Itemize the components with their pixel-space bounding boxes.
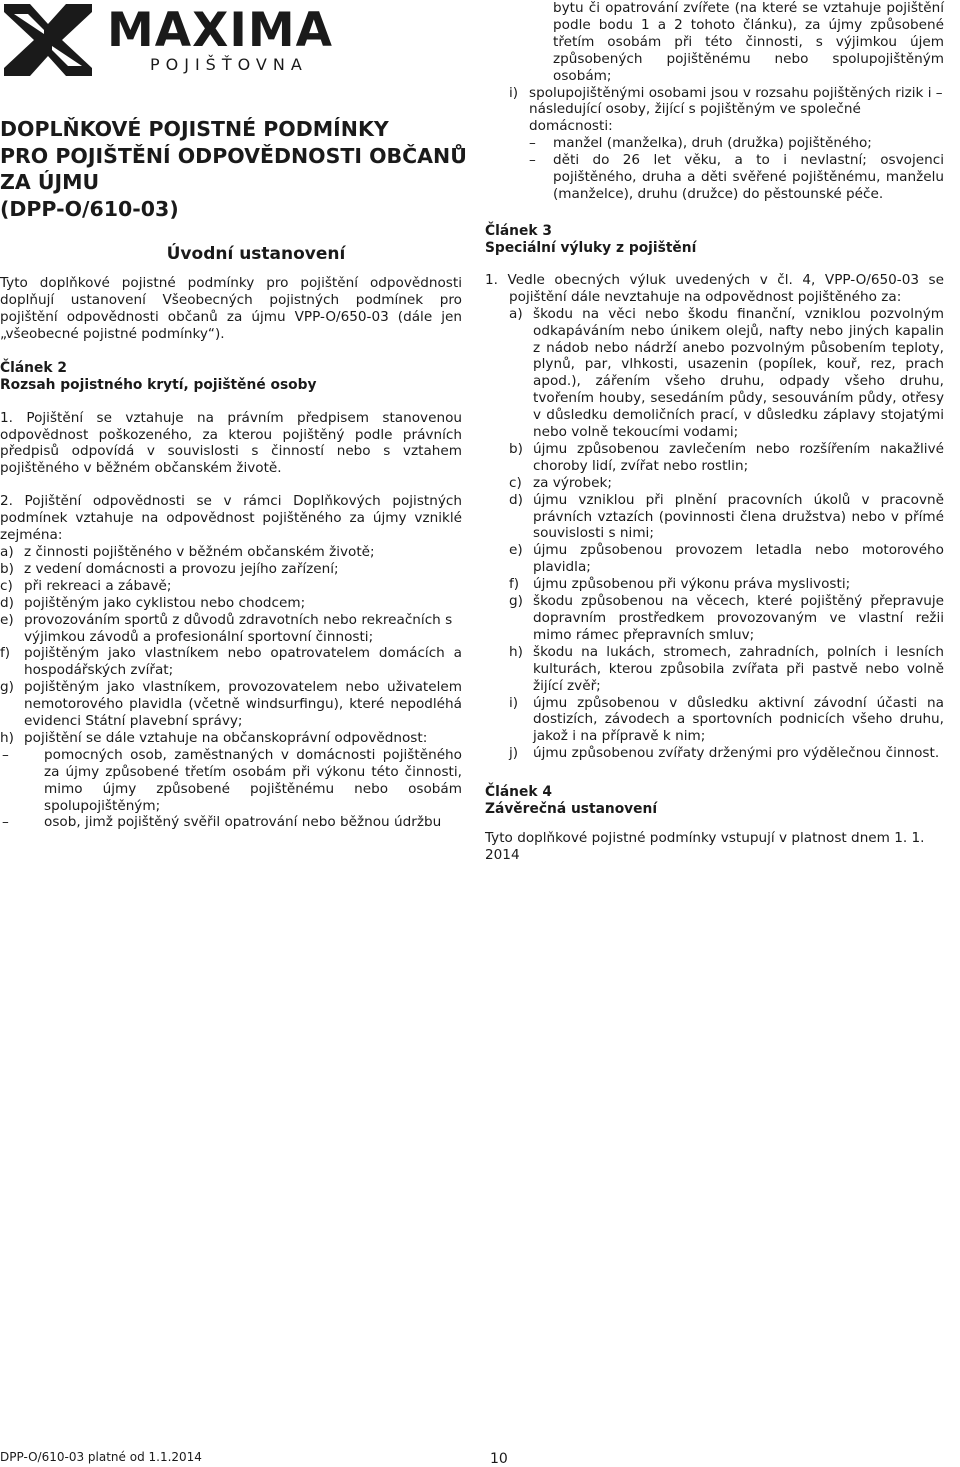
title-line: PRO POJIŠTĚNÍ ODPOVĚDNOSTI OBČANŮ [0,143,467,168]
list-item-label: b) [509,440,523,457]
list-item-text: pojištěným jako vlastníkem, provozovatelem nebo uživatelem nemotorového plavidla (včetně windsurfingu), které nepodléhá evidenci Státní plavební správy; [24,679,462,730]
list-item [0,561,462,578]
page-number: 10 [490,1451,508,1467]
list-item [485,644,944,695]
list-item [485,85,944,136]
article-4-number: Článek 4 [485,784,552,801]
article-2-paragraph-2: 2. Pojištění odpovědnosti se v rámci Doplňkových pojistných podmínek vztahuje na odpovědnost pojištěného za újmy vzniklé zejména: [0,493,462,544]
list-item [0,595,462,612]
list-item-label: d) [509,491,523,508]
article-3-number: Článek 3 [485,222,552,239]
left-column [0,275,462,831]
list-item [485,745,944,762]
list-item-text: pojištění se dále vztahuje na občanskoprávní odpovědnost: [24,729,428,746]
intro-paragraph: Tyto doplňkové pojistné podmínky pro pojištění odpovědnosti doplňují ustanovení Všeobecných pojistných podmínek pro pojištění odpovědnosti občanů za újmu VPP-O/650-03 (dále jen „všeobecné pojistné podmínky“). [0,275,462,342]
dash-bullet: – [2,814,9,831]
logo-brand-subtitle: POJIŠŤOVNA [150,55,308,74]
logo-brand-name: MAXIMA [107,3,334,58]
list-item-text: za výrobek; [533,474,612,491]
list-item-text: při rekreaci a zábavě; [24,577,172,594]
list-item [485,475,944,492]
dash-item [485,135,944,152]
list-item-label: g) [509,593,523,610]
list-item [485,542,944,576]
list-item-text: provozováním sportů z důvodů zdravotních nebo rekreačních s výjimkou závodů a profesionální sportovní činnosti; [24,611,453,645]
dash-bullet: – [529,152,536,169]
list-item-label: h) [0,729,14,746]
title-line: (DPP-O/610-03) [0,196,179,221]
title-line: DOPLŇKOVÉ POJISTNÉ PODMÍNKY [0,117,389,141]
list-item-text: újmu způsobenou v důsledku aktivní závodní účasti na dostizích, závodech a sportovních podnicích všeho druhu, jakož i na přípravě k nim; [533,694,944,745]
list-item-label: a) [509,305,523,322]
list-item-label: h) [509,643,523,660]
dash-bullet: – [529,135,536,152]
dash-item-text: manžel (manželka), druh (družka) pojištěného; [553,135,872,152]
list-item-text: spolupojištěnými osobami jsou v rozsahu pojištěných rizik i – následující osoby, žijící s pojištěným ve společné domácnosti: [529,84,943,135]
list-item-text: z vedení domácnosti a provozu jejího zařízení; [24,560,339,577]
list-item-text: újmu způsobenou zavlečením nebo rozšířením nakažlivé choroby lidí, zvířat nebo rostlin; [533,440,944,474]
intro-heading: Úvodní ustanovení [166,244,346,264]
list-item-text: z činnosti pojištěného v běžném občanském životě; [24,543,375,560]
list-item-label: e) [0,611,14,628]
list-item-text: škodu způsobenou na věcech, které pojištěný přepravuje dopravním prostředkem provozovaným ve vlastní režii mimo rámec přepravních smluv; [533,593,944,643]
list-item-text: pojištěným jako cyklistou nebo chodcem; [24,594,306,611]
article-3-title: Speciální výluky z pojištění [485,239,697,256]
article-2-number: Článek 2 [0,359,67,376]
list-item-label: j) [509,745,519,762]
list-item-text: újmu vzniklou při plnění pracovních úkolů v pracovně právních vztazích (povinnosti člena družstva) nebo v přímé souvislosti s nimi; [533,491,944,542]
article-4-text: Tyto doplňkové pojistné podmínky vstupují v platnost dnem 1. 1. 2014 [485,830,925,864]
footer-document-code: DPP-O/610-03 platné od 1.1.2014 [0,1450,202,1464]
list-item-text: škodu na lukách, stromech, zahradních, polních i lesních kulturách, kterou způsobila zvířata při pastvě nebo volně žijící zvěř; [533,643,944,694]
dash-item-text: osob, jimž pojištěný svěřil opatrování nebo běžnou údržbu [44,814,442,831]
maxima-x-mark-icon [0,2,96,78]
list-item-label: b) [0,560,14,577]
document-title [0,116,470,222]
list-item-label: f) [509,576,520,593]
list-item-text: újmu způsobenou zvířaty drženými pro výdělečnou činnost. [533,745,940,762]
list-item-text: újmu způsobenou provozem letadla nebo motorového plavidla; [533,542,944,576]
list-item-label: i) [509,694,519,711]
dash-item [0,814,462,831]
list-item-label: c) [509,474,522,491]
list-item [485,306,944,441]
list-item [485,695,944,746]
list-item-label: e) [509,542,523,559]
dash-bullet: – [2,746,9,763]
list-item [485,441,944,475]
list-item [485,576,944,593]
list-item [0,612,462,646]
list-item [485,492,944,543]
title-line: ZA ÚJMU [0,170,100,194]
maxima-logo [0,2,334,80]
dash-item [0,747,462,815]
article-2-title: Rozsah pojistného krytí, pojištěné osoby [0,376,317,393]
dash-item-text: pomocných osob, zaměstnaných v domácnosti pojištěného za újmy způsobené třetím osobám při výkonu této činnosti, mimo újmy způsobené pojištěnému nebo osobám spolupojištěným; [44,746,462,814]
list-item-label: a) [0,543,14,560]
list-item [0,679,462,730]
list-item-text: újmu způsobenou při výkonu práva myslivosti; [533,576,851,593]
list-item-text: pojištěným jako vlastníkem nebo opatrovatelem domácích a hospodářských zvířat; [24,645,462,679]
list-item-label: i) [509,84,519,101]
article-2-paragraph-1: 1. Pojištění se vztahuje na právním předpisem stanovenou odpovědnost poškozeného, za kterou pojištěný podle právních předpisů odpovídá v souvislosti s činností nebo s vztahem pojištěného v běžném občanském životě. [0,409,462,477]
list-item [0,645,462,679]
article-4-title: Závěrečná ustanovení [485,801,658,818]
list-item-label: c) [0,577,13,594]
list-item [0,544,462,561]
list-item-label: g) [0,679,14,696]
article-3-paragraph-1: 1. Vedle obecných výluk uvedených v čl. 4, VPP-O/650-03 se pojištění dále nevztahuje na odpovědnost pojištěného za: [485,271,944,305]
dash-item [485,152,944,203]
list-item-label: d) [0,594,14,611]
list-item-label: f) [0,645,11,662]
right-column [485,0,944,864]
list-item [0,730,462,747]
dash-item-text: děti do 26 let věku, a to i nevlastní; osvojenci pojištěného, druha a děti svěřené pojištěnému, manželu (manželce), druhu (družce) do pěstounské péče. [553,152,944,202]
continuation-paragraph: bytu či opatrování zvířete (na které se vztahuje pojištění podle bodu 1 a 2 tohoto článku), za újmy způsobené třetím osobám při této činnosti, s výjimkou újem způsobených pojištěnému nebo spolupojištěným osobám; [553,0,944,84]
list-item [485,593,944,644]
list-item [0,578,462,595]
list-item-text: škodu na věci nebo škodu finanční, vzniklou pozvolným odkapáváním nebo únikem olejů, nafty nebo jiných kapalin z nádob nebo nádrží anebo pozvolným působením teploty, plynů, par, vlhkosti, usazenin (popílek, kouř, rez, prach apod.), zářením všeho druhu, odpady všeho druhu, tvořením houby, sesedáním půdy, sesouváním půdy, otřesy v důsledku demoličních prací, v důsledku záplavy stojatými nebo volně tekoucími vodami; [533,305,944,441]
